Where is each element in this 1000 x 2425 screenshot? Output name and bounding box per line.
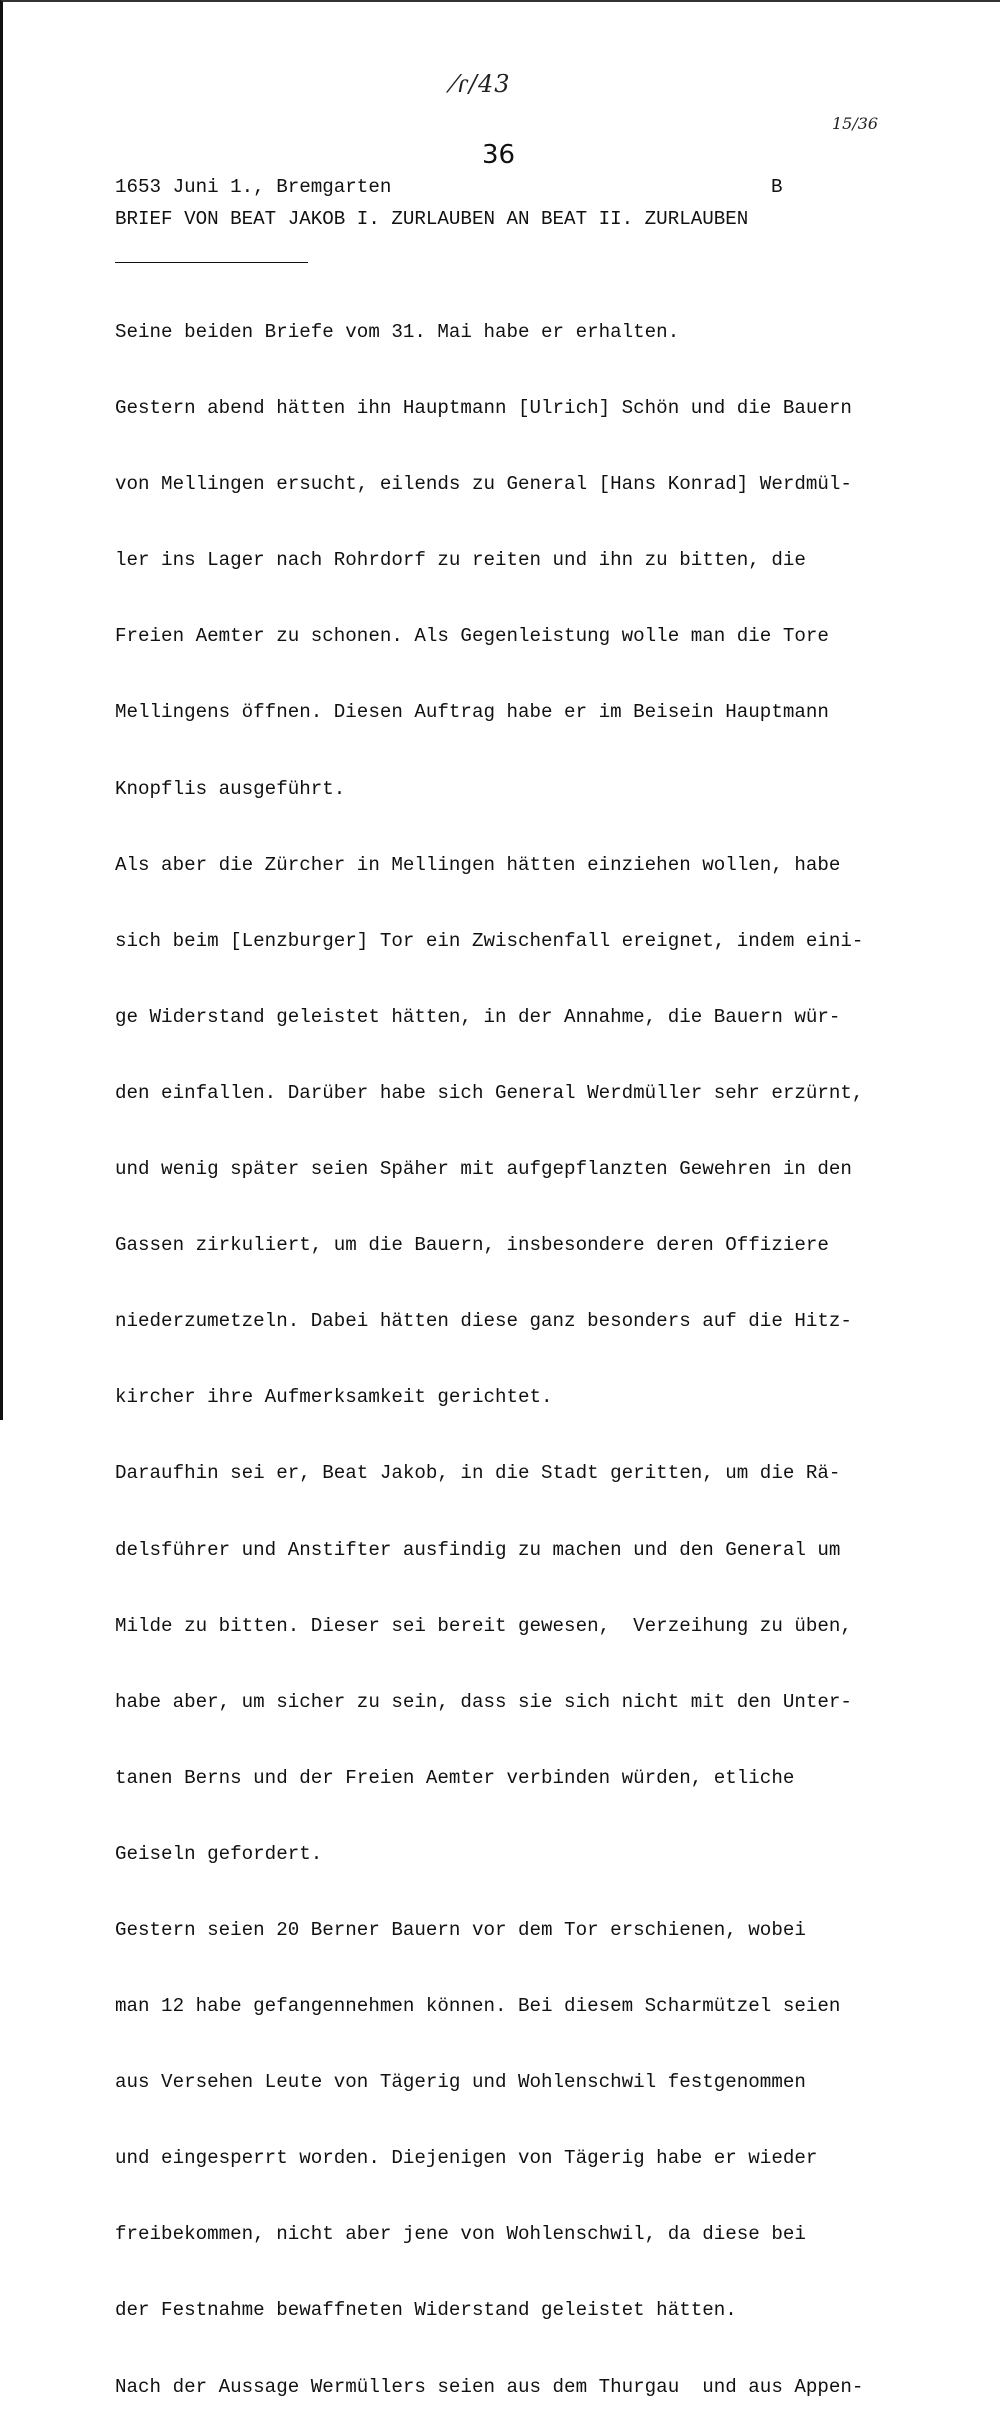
body-line: ler ins Lager nach Rohrdorf zu reiten und ihn zu bitten, die [115, 549, 806, 572]
body-line: Daraufhin sei er, Beat Jakob, in die Stadt geritten, um die Rä- [115, 1462, 841, 1485]
body-line: habe aber, um sicher zu sein, dass sie sich nicht mit den Unter- [115, 1690, 852, 1713]
body-line: und wenig später seien Späher mit aufgepflanzten Gewehren in den [115, 1158, 852, 1181]
separator-rule [115, 262, 308, 263]
body-line: aus Versehen Leute von Tägerig und Wohlenschwil festgenommen [115, 2071, 806, 2094]
body-line: ge Widerstand geleistet hätten, in der Annahme, die Bauern wür- [115, 1005, 841, 1028]
body-line: Freien Aemter zu schonen. Als Gegenleistung wolle man die Tore [115, 625, 829, 648]
body-line: von Mellingen ersucht, eilends zu General [Hans Konrad] Werdmül- [115, 473, 852, 496]
body-text [115, 272, 935, 2425]
body-line: sich beim [Lenzburger] Tor ein Zwischenfall ereignet, indem eini- [115, 929, 864, 952]
body-line: Gassen zirkuliert, um die Bauern, insbesondere deren Offiziere [115, 1234, 829, 1257]
date-place-line: 1653 Juni 1., Bremgarten [115, 176, 392, 198]
body-line: niederzumetzeln. Dabei hätten diese ganz besonders auf die Hitz- [115, 1310, 852, 1333]
document-number: 36 [482, 140, 516, 170]
body-line: Gestern abend hätten ihn Hauptmann [Ulrich] Schön und die Bauern [115, 397, 852, 420]
body-line: tanen Berns und der Freien Aemter verbinden würden, etliche [115, 1766, 795, 1789]
body-line: der Festnahme bewaffneten Widerstand geleistet hätten. [115, 2299, 737, 2322]
body-line: Als aber die Zürcher in Mellingen hätten einziehen wollen, habe [115, 853, 841, 876]
body-line: Nach der Aussage Wermüllers seien aus dem Thurgau und aus Appen- [115, 2375, 864, 2398]
body-line: und eingesperrt worden. Diejenigen von Tägerig habe er wieder [115, 2147, 818, 2170]
body-line: Knopflis ausgeführt. [115, 777, 346, 800]
folio-number: 15/36 [832, 114, 879, 133]
body-line: kircher ihre Aufmerksamkeit gerichtet. [115, 1386, 553, 1409]
source-letter: B [771, 176, 783, 198]
body-line: Seine beiden Briefe vom 31. Mai habe er erhalten. [115, 321, 680, 343]
body-line: Gestern seien 20 Berner Bauern vor dem Tor erschienen, wobei [115, 1918, 806, 1941]
body-line: delsführer und Anstifter ausfindig zu machen und den General um [115, 1538, 841, 1561]
body-line: Mellingens öffnen. Diesen Auftrag habe er im Beisein Hauptmann [115, 701, 829, 724]
document-title: BRIEF VON BEAT JAKOB I. ZURLAUBEN AN BEAT II. ZURLAUBEN [115, 208, 749, 230]
body-line: man 12 habe gefangennehmen können. Bei diesem Scharmützel seien [115, 1995, 841, 2018]
handwritten-reference: ⁄ɾ/43 [452, 70, 511, 98]
body-line: freibekommen, nicht aber jene von Wohlenschwil, da diese bei [115, 2223, 806, 2246]
body-line: den einfallen. Darüber habe sich General Werdmüller sehr erzürnt, [115, 1081, 864, 1104]
body-line: Geiseln gefordert. [115, 1842, 323, 1865]
body-line: Milde zu bitten. Dieser sei bereit gewesen, Verzeihung zu üben, [115, 1614, 852, 1637]
